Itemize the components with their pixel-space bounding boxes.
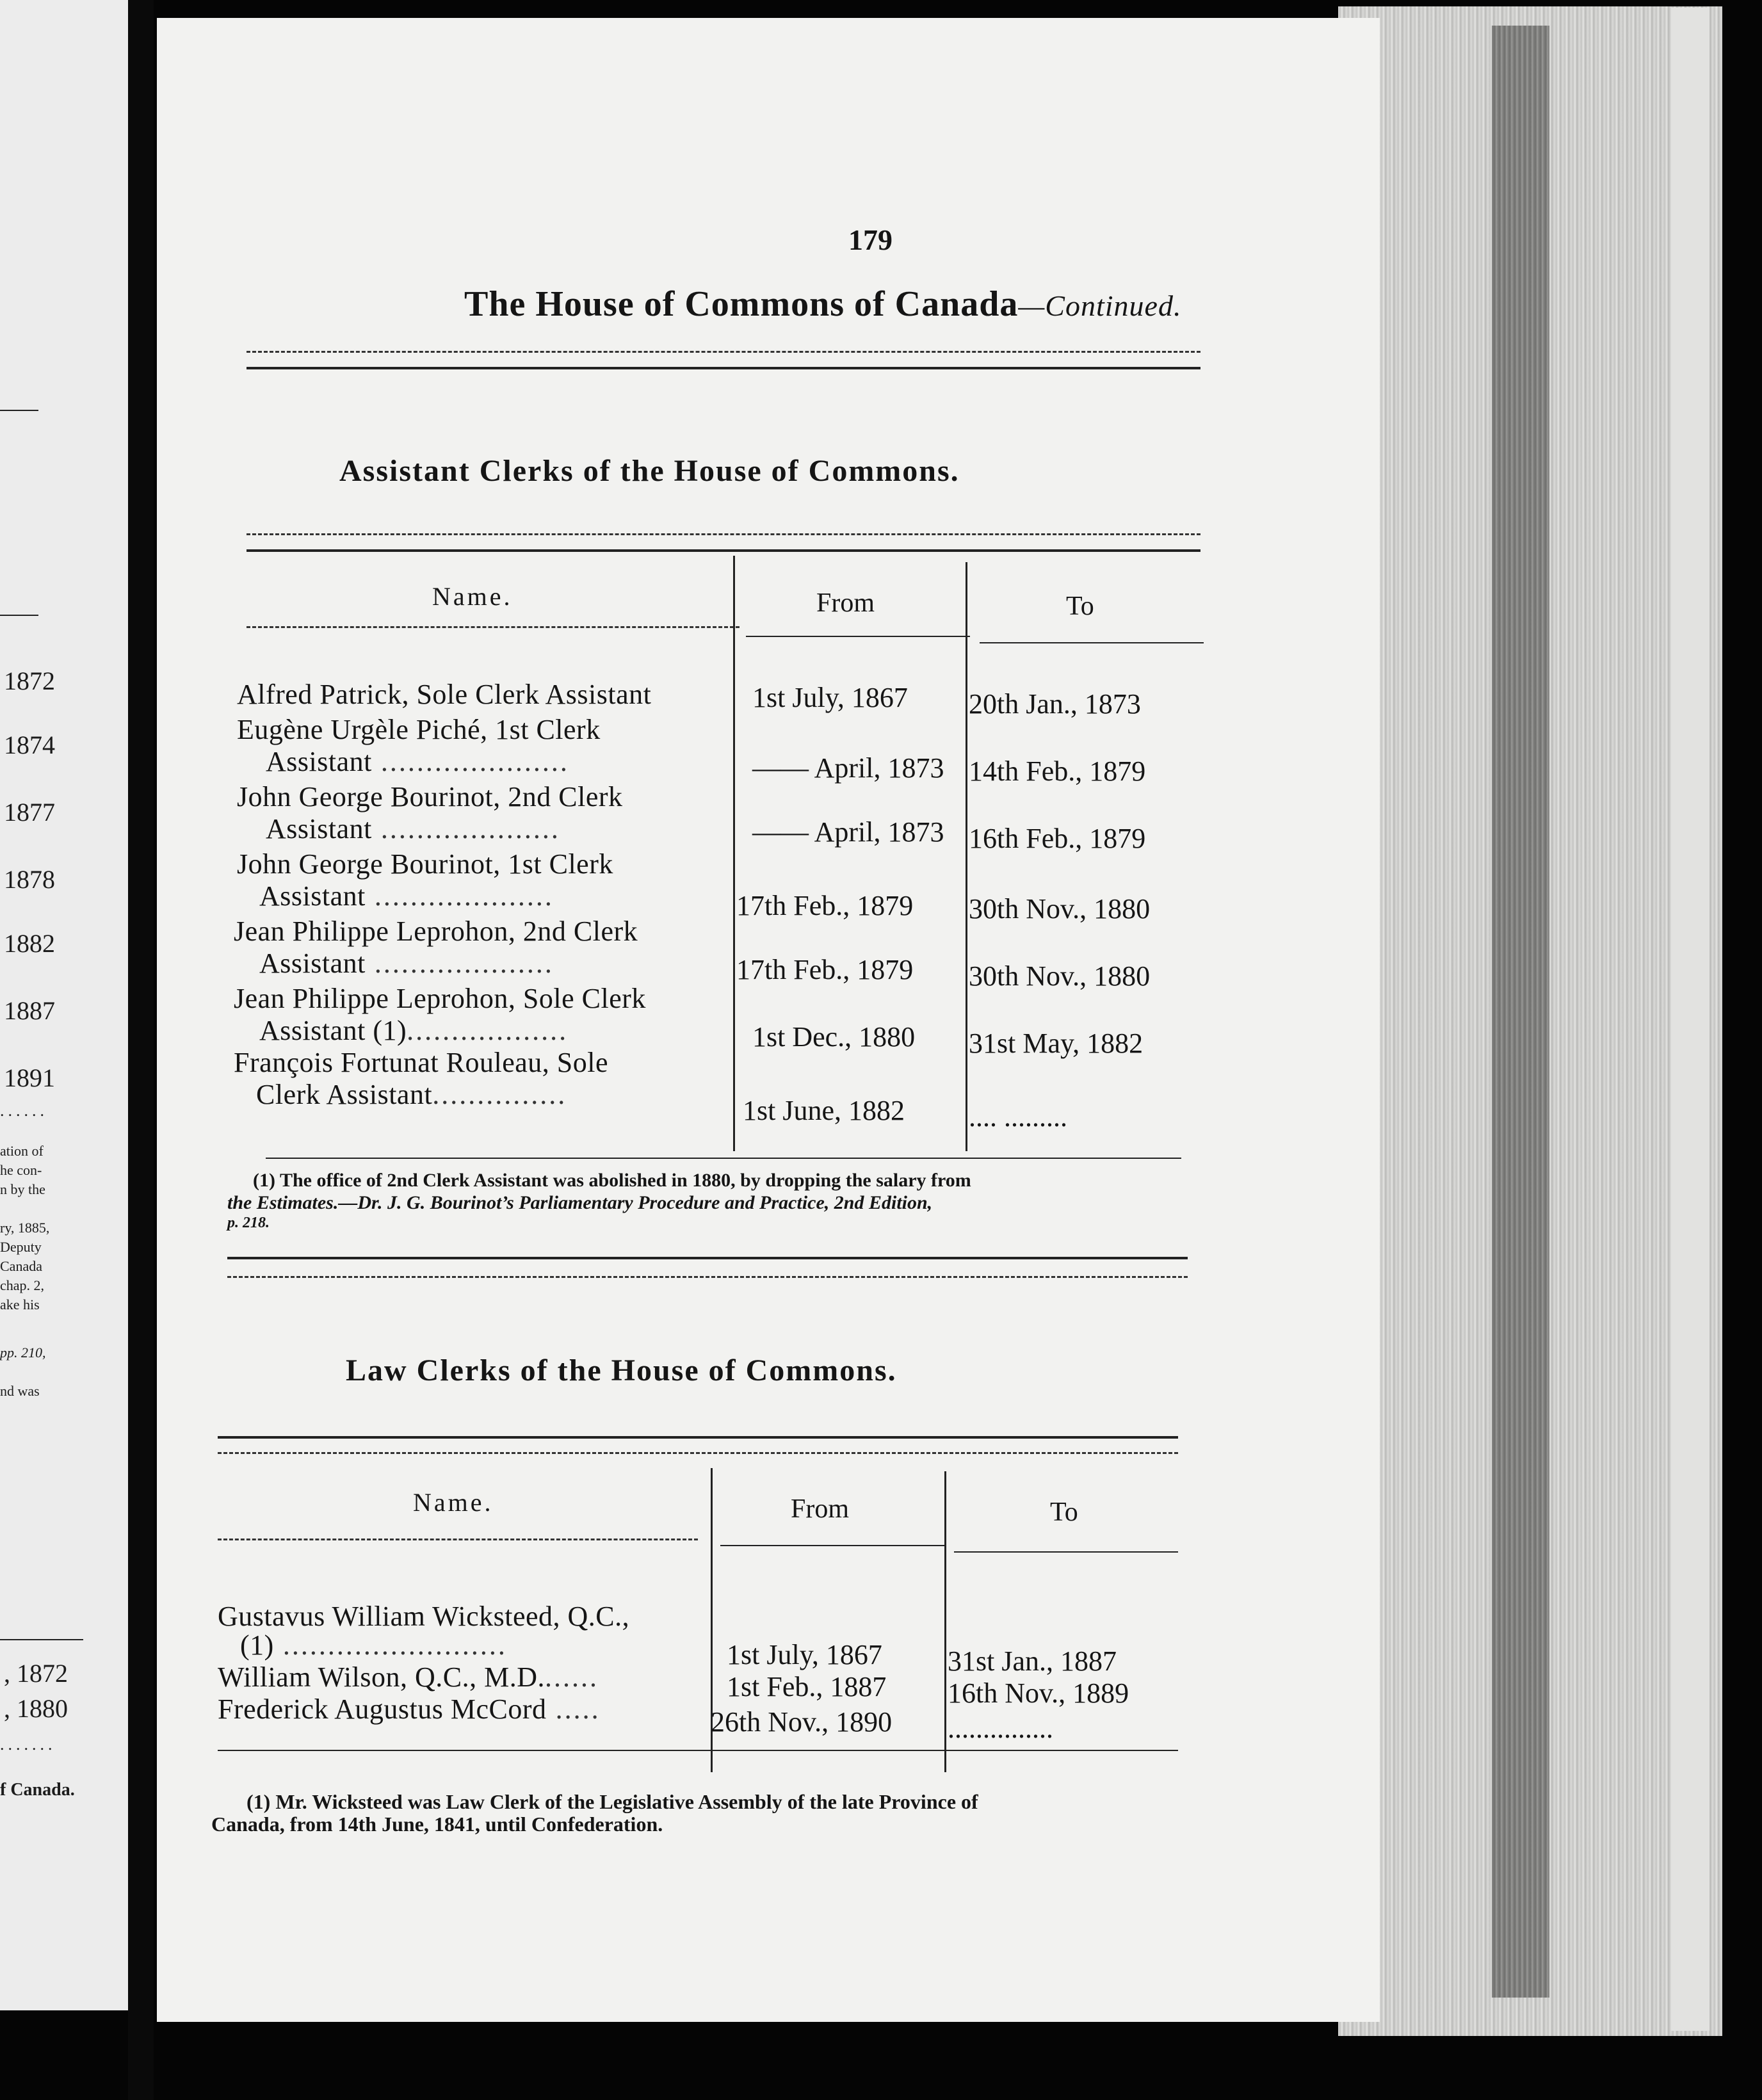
clerk-name: John George Bourinot, 1st Clerk xyxy=(237,848,613,880)
facing-page-year: 1887 xyxy=(4,996,55,1025)
clerk-from-date: 17th Feb., 1879 xyxy=(736,954,914,985)
column-header-from: From xyxy=(791,1494,850,1524)
section-divider xyxy=(227,1257,1188,1259)
facing-page-fragment: Canada xyxy=(0,1258,42,1274)
facing-page-rule xyxy=(0,615,38,616)
table-top-rule xyxy=(218,1436,1178,1439)
column-header-to: To xyxy=(1066,592,1094,621)
clerk-to-date: 20th Jan., 1873 xyxy=(969,688,1141,720)
facing-page-year: 1891 xyxy=(4,1063,55,1092)
dot-leader: ......................... xyxy=(273,1629,507,1661)
dot-leader: ............... xyxy=(432,1079,567,1110)
dot-leader: .................... xyxy=(365,948,554,979)
dot-leader: ..................... xyxy=(371,746,569,777)
assistant-clerks-heading: Assistant Clerks of the House of Commons. xyxy=(339,454,960,488)
facing-page-year: , 1872 xyxy=(4,1659,68,1688)
facing-page-year: 1878 xyxy=(4,865,55,894)
page-title-continued: —Continued. xyxy=(1018,289,1182,322)
clerk-name: John George Bourinot, 2nd Clerk xyxy=(237,781,623,812)
clerk-name: François Fortunat Rouleau, Sole xyxy=(234,1047,608,1078)
clerk-name-continuation: Clerk Assistant xyxy=(256,1079,433,1110)
header-rule xyxy=(980,642,1204,643)
facing-page-fragment: ation of xyxy=(0,1143,44,1159)
column-header-name: Name. xyxy=(413,1488,494,1517)
facing-page-fragment: f Canada. xyxy=(0,1780,75,1800)
dot-leader: ...... xyxy=(545,1661,599,1693)
facing-page-leader: ...... xyxy=(0,1101,48,1120)
law-clerk-name xyxy=(218,1663,599,1692)
clerk-name: Alfred Patrick, Sole Clerk Assistant xyxy=(237,679,652,710)
law-clerk-name xyxy=(240,1631,507,1660)
table-top-rule xyxy=(247,533,1200,535)
clerk-name xyxy=(259,1017,568,1045)
facing-page-fragment: pp. 210, xyxy=(0,1345,46,1361)
clerk-to-date: 30th Nov., 1880 xyxy=(969,893,1151,925)
facing-page-fragment: he con- xyxy=(0,1162,42,1178)
column-divider xyxy=(733,556,735,1151)
book-gutter xyxy=(128,0,154,2100)
clerk-from-date: 1st July, 1867 xyxy=(752,682,908,713)
facing-page-year: , 1880 xyxy=(4,1694,68,1723)
law-clerk-name-continuation: (1) xyxy=(240,1629,274,1661)
clerk-to-date: 14th Feb., 1879 xyxy=(969,755,1146,787)
clerk-from-date: 17th Feb., 1879 xyxy=(736,890,914,921)
facing-page-year: 1877 xyxy=(4,798,55,827)
law-clerk-to-date: 16th Nov., 1889 xyxy=(948,1677,1129,1709)
facing-page-fragment: Deputy xyxy=(0,1239,42,1255)
clerk-name-continuation: Assistant xyxy=(259,948,366,979)
clerk-name-continuation: Assistant xyxy=(259,880,366,912)
law-clerk-to-date: ............... xyxy=(948,1713,1053,1744)
section-divider xyxy=(227,1276,1188,1278)
law-clerks-heading: Law Clerks of the House of Commons. xyxy=(346,1353,897,1387)
table-bottom-rule xyxy=(218,1750,1178,1751)
title-rule xyxy=(247,351,1200,353)
clerk-to-date: 31st May, 1882 xyxy=(969,1028,1144,1059)
facing-page-fragment: nd was xyxy=(0,1383,40,1399)
facing-page-rule xyxy=(0,1639,83,1640)
table-bottom-rule xyxy=(266,1158,1181,1159)
clerk-from-date: —— April, 1873 xyxy=(752,816,944,848)
facing-page-leader: ....... xyxy=(0,1735,56,1754)
clerk-to-date: 30th Nov., 1880 xyxy=(969,960,1151,992)
assistant-clerks-footnote: the Estimates.—Dr. J. G. Bourinot’s Parliamentary Procedure and Practice, 2nd Edition, xyxy=(227,1192,933,1213)
assistant-clerks-footnote: p. 218. xyxy=(227,1215,270,1231)
dot-leader: .................... xyxy=(371,813,560,844)
table-top-rule xyxy=(247,549,1200,552)
assistant-clerks-footnote: (1) The office of 2nd Clerk Assistant was abolished in 1880, by dropping the salary from xyxy=(253,1170,971,1191)
clerk-name-continuation: Assistant (1) xyxy=(259,1015,407,1046)
page-number: 179 xyxy=(848,223,893,256)
dot-leader: .................. xyxy=(407,1015,569,1046)
clerk-from-date: —— April, 1873 xyxy=(752,752,944,784)
clerk-name: Jean Philippe Leprohon, Sole Clerk xyxy=(234,983,646,1014)
clerk-name xyxy=(256,1081,567,1109)
clerk-name xyxy=(259,949,554,978)
law-clerk-from-date: 26th Nov., 1890 xyxy=(711,1706,893,1738)
book-page-edges-outer xyxy=(1671,8,1709,2031)
facing-page-fragment: n by the xyxy=(0,1181,45,1197)
page-title-text: The House of Commons of Canada xyxy=(464,284,1019,324)
clerk-to-date: .... ......... xyxy=(969,1101,1067,1133)
facing-page-year: 1882 xyxy=(4,929,55,958)
column-header-from: From xyxy=(816,588,875,618)
dot-leader: ..... xyxy=(546,1693,601,1725)
law-clerk-name-text: Frederick Augustus McCord xyxy=(218,1693,547,1725)
clerk-name xyxy=(266,815,560,843)
header-rule xyxy=(954,1551,1178,1553)
book-page xyxy=(157,18,1380,2022)
law-clerk-name-text: William Wilson, Q.C., M.D. xyxy=(218,1661,545,1693)
facing-page-year: 1874 xyxy=(4,731,55,759)
facing-page-fragment: ake his xyxy=(0,1296,40,1312)
law-clerk-name xyxy=(218,1695,601,1724)
clerk-name: Eugène Urgèle Piché, 1st Clerk xyxy=(237,714,601,745)
law-clerk-name: Gustavus William Wicksteed, Q.C., xyxy=(218,1601,630,1632)
column-divider xyxy=(966,562,967,1151)
table-top-rule xyxy=(218,1452,1178,1454)
facing-page-fragment: chap. 2, xyxy=(0,1277,45,1293)
law-clerk-from-date: 1st Feb., 1887 xyxy=(727,1671,887,1702)
header-rule xyxy=(720,1545,944,1546)
column-header-name: Name. xyxy=(432,582,513,611)
header-rule xyxy=(746,636,970,637)
facing-page-rule xyxy=(0,410,38,411)
header-rule xyxy=(247,626,740,628)
clerk-name xyxy=(259,882,554,910)
clerk-from-date: 1st Dec., 1880 xyxy=(752,1021,916,1053)
column-header-to: To xyxy=(1050,1498,1078,1527)
law-clerks-footnote: (1) Mr. Wicksteed was Law Clerk of the Legislative Assembly of the late Province of xyxy=(247,1790,978,1813)
column-divider xyxy=(944,1471,946,1772)
clerk-name xyxy=(266,748,569,776)
facing-page-fragment: ry, 1885, xyxy=(0,1220,50,1236)
law-clerks-footnote: Canada, from 14th June, 1841, until Confederation. xyxy=(211,1813,663,1836)
page-title xyxy=(464,284,1181,325)
clerk-name-continuation: Assistant xyxy=(266,746,372,777)
clerk-from-date: 1st June, 1882 xyxy=(743,1095,905,1126)
clerk-to-date: 16th Feb., 1879 xyxy=(969,823,1146,854)
law-clerk-from-date: 1st July, 1867 xyxy=(727,1639,882,1670)
facing-page-year: 1872 xyxy=(4,666,55,695)
clerk-name-continuation: Assistant xyxy=(266,813,372,844)
clerk-name: Jean Philippe Leprohon, 2nd Clerk xyxy=(234,916,638,947)
facing-page xyxy=(0,0,128,2010)
book-page-edges-shadow xyxy=(1492,26,1549,1998)
law-clerk-to-date: 31st Jan., 1887 xyxy=(948,1645,1117,1677)
dot-leader: .................... xyxy=(365,880,554,912)
header-rule xyxy=(218,1539,698,1540)
title-rule xyxy=(247,367,1200,369)
